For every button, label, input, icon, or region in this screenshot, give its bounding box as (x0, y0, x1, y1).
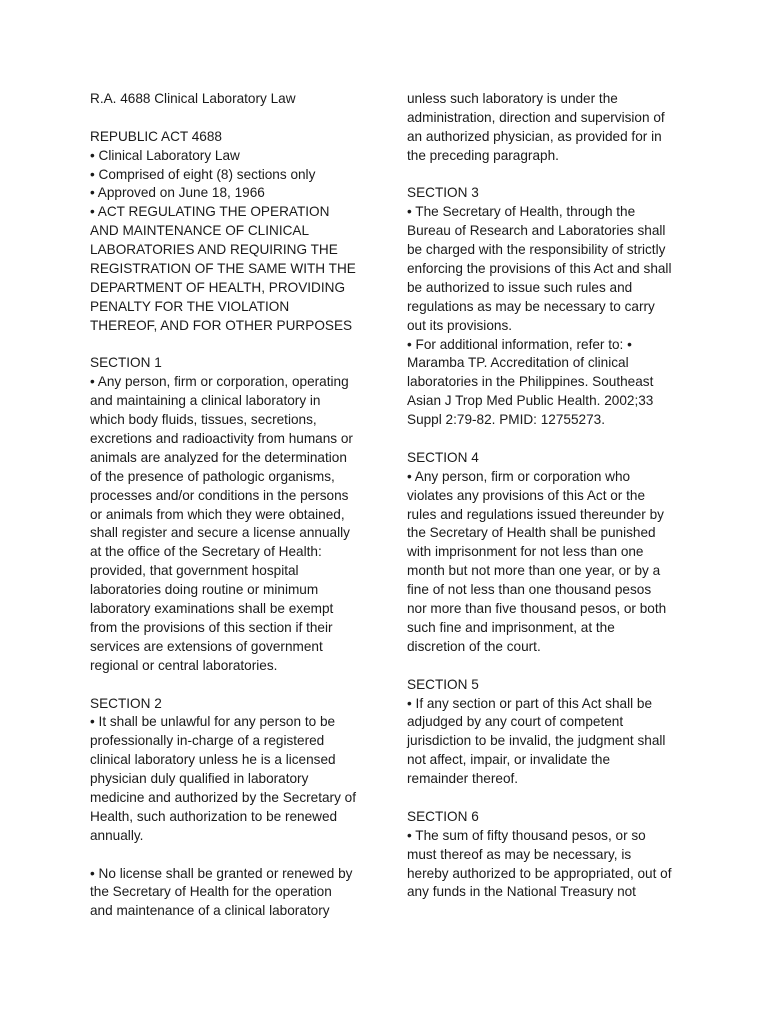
right-text-line: violates any provisions of this Act or the (407, 487, 646, 503)
left-text-line: DEPARTMENT OF HEALTH, PROVIDING (90, 279, 346, 295)
right-text-line: • For additional information, refer to: • (407, 336, 632, 352)
right-text-line: Asian J Trop Med Public Health. 2002;33 (407, 393, 654, 409)
left-text-line: and maintaining a clinical laboratory in (90, 393, 321, 409)
right-blank-line (407, 789, 697, 808)
right-text-line: jurisdiction to be invalid, the judgment shall (407, 733, 666, 749)
left-text-line: processes and/or conditions in the persons (90, 487, 349, 503)
right-text-line: Suppl 2:79-82. PMID: 12755273. (407, 412, 605, 428)
right-text-line: be authorized to issue such rules and (407, 279, 633, 295)
right-text-line: unless such laboratory is under the (407, 91, 618, 106)
left-blank-line (90, 336, 380, 355)
left-text-line: medicine and authorized by the Secretary of (90, 789, 356, 805)
left-text-line: laboratories doing routine or minimum (90, 582, 319, 598)
left-text-line: provided, that government hospital (90, 563, 299, 579)
right-text-line: Maramba TP. Accreditation of clinical (407, 355, 629, 371)
left-text-line: which body fluids, tissues, secretions, (90, 412, 317, 428)
left-text-line: REGISTRATION OF THE SAME WITH THE (90, 261, 356, 277)
left-text-line: laboratory examinations shall be exempt (90, 601, 334, 617)
left-text-line: professionally in-charge of a registered (90, 733, 325, 749)
left-text-line: or animals from which they were obtained, (90, 506, 345, 522)
left-text-line: • ACT REGULATING THE OPERATION (90, 204, 330, 220)
act-heading: REPUBLIC ACT 4688 (90, 128, 222, 144)
right-text-line: adjudged by any court of competent (407, 714, 624, 730)
left-text-line: • It shall be unlawful for any person to be (90, 714, 336, 730)
left-text-line: • Any person, firm or corporation, operating (90, 374, 349, 390)
right-text-line: hereby authorized to be appropriated, out of (407, 865, 672, 881)
left-text-line: of the presence of pathologic organisms, (90, 468, 335, 484)
right-text-line: Bureau of Research and Laboratories shall (407, 223, 666, 239)
right-text-line: nor more than five thousand pesos, or both (407, 601, 667, 617)
section-heading: SECTION 4 (407, 449, 479, 465)
right-text-line: • If any section or part of this Act shall be (407, 695, 653, 711)
left-text-line: at the office of the Secretary of Health: (90, 544, 322, 560)
left-text-line: animals are analyzed for the determination (90, 449, 347, 465)
right-text-line: laboratories in the Philippines. Southeast (407, 374, 654, 390)
left-text-column (90, 90, 380, 921)
left-text-line: Health, such authorization to be renewed (90, 808, 338, 824)
section-heading: SECTION 5 (407, 676, 479, 692)
right-text-line: regulations as may be necessary to carry (407, 298, 655, 314)
section-heading: SECTION 2 (90, 695, 162, 711)
left-text-line: LABORATORIES AND REQUIRING THE (90, 242, 338, 258)
section-heading: SECTION 6 (407, 808, 479, 824)
left-text-line: annually. (90, 827, 144, 843)
right-text-line: month but not more than one year, or by a (407, 563, 661, 579)
left-text-line: and maintenance of a clinical laboratory (90, 903, 330, 919)
left-text-line: AND MAINTENANCE OF CLINICAL (90, 223, 310, 239)
right-text-line: rules and regulations issued thereunder by (407, 506, 664, 522)
right-text-line: must thereof as may be necessary, is (407, 846, 632, 862)
section-heading: SECTION 3 (407, 185, 479, 201)
right-text-column (407, 90, 697, 902)
right-text-line: such fine and imprisonment, at the (407, 619, 615, 635)
right-text-line: fine of not less than one thousand pesos (407, 582, 652, 598)
left-text-line: excretions and radioactivity from humans or (90, 431, 353, 447)
right-text-line: discretion of the court. (407, 638, 541, 654)
right-blank-line (407, 430, 697, 449)
left-text-line: • Clinical Laboratory Law (90, 147, 240, 163)
right-text-line: be charged with the responsibility of strictly (407, 242, 666, 258)
right-text-line: with imprisonment for not less than one (407, 544, 644, 560)
left-text-line: • No license shall be granted or renewed by (90, 865, 353, 881)
left-text-line: • Approved on June 18, 1966 (90, 185, 265, 201)
left-blank-line (90, 846, 380, 865)
right-text-line: the Secretary of Health shall be punished (407, 525, 656, 541)
right-text-line: remainder thereof. (407, 771, 519, 787)
right-text-line: • The Secretary of Health, through the (407, 204, 636, 220)
right-blank-line (407, 166, 697, 185)
left-text-line: from the provisions of this section if their (90, 619, 333, 635)
left-text-line: • Comprised of eight (8) sections only (90, 166, 316, 182)
right-text-line: • Any person, firm or corporation who (407, 468, 631, 484)
right-blank-line (407, 657, 697, 676)
left-text-line: clinical laboratory unless he is a licensed (90, 752, 336, 768)
left-text-line: the Secretary of Health for the operation (90, 884, 332, 900)
right-text-line: out its provisions. (407, 317, 513, 333)
right-text-line: an authorized physician, as provided for in (407, 128, 662, 144)
right-text-line: administration, direction and supervision of (407, 109, 665, 125)
right-text-line: any funds in the National Treasury not (407, 884, 636, 900)
section-heading: SECTION 1 (90, 355, 162, 371)
left-text-line: THEREOF, AND FOR OTHER PURPOSES (90, 317, 353, 333)
left-text-line: shall register and secure a license annually (90, 525, 350, 541)
left-text-line: regional or central laboratories. (90, 657, 278, 673)
left-blank-line (90, 109, 380, 128)
left-text-line: services are extensions of government (90, 638, 323, 654)
right-text-line: the preceding paragraph. (407, 147, 559, 163)
right-text-line: • The sum of fifty thousand pesos, or so (407, 827, 646, 843)
left-blank-line (90, 676, 380, 695)
document-title: R.A. 4688 Clinical Laboratory Law (90, 91, 296, 106)
left-text-line: PENALTY FOR THE VIOLATION (90, 298, 290, 314)
left-text-line: physician duly qualified in laboratory (90, 771, 309, 787)
right-text-line: not affect, impair, or invalidate the (407, 752, 611, 768)
right-text-line: enforcing the provisions of this Act and shall (407, 261, 672, 277)
